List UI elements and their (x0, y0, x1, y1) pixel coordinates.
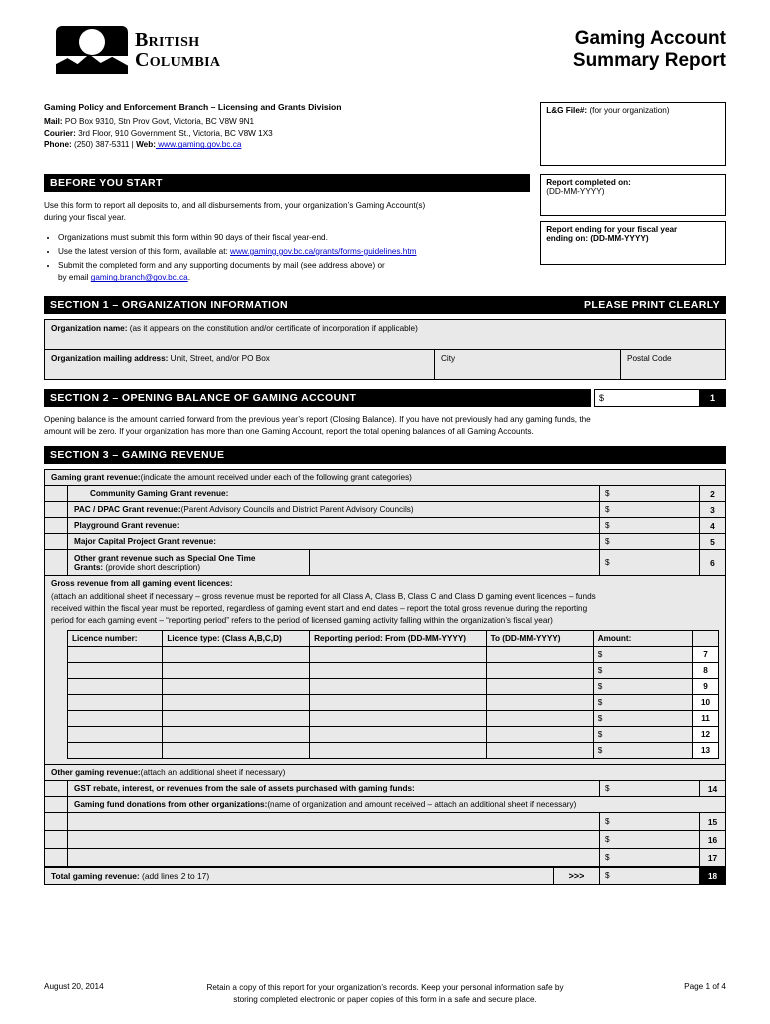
line-number-13: 13 (693, 743, 719, 759)
col-amount: Amount: (593, 631, 692, 647)
line-number-12: 12 (693, 727, 719, 743)
footer-notice-line-2: storing completed electronic or paper copies of this form in a safe and secure place. (233, 995, 537, 1005)
web-link[interactable]: www.gaming.gov.bc.ca (155, 140, 242, 150)
bc-logo (44, 26, 220, 74)
line-number-3: 3 (699, 502, 725, 517)
file-number-column (540, 102, 726, 166)
total-revenue-label-cell (45, 868, 553, 884)
period-from-cell[interactable] (310, 695, 486, 711)
table-row (45, 831, 725, 849)
gst-rebate-amount[interactable] (599, 781, 699, 796)
other-grant-dollar: $ (605, 558, 610, 568)
before-start-column (44, 174, 530, 287)
table-row (68, 647, 719, 663)
licence-type-cell[interactable] (163, 679, 310, 695)
web-label: Web: (136, 140, 156, 150)
grant-row-5-dollar: $ (605, 537, 610, 547)
grant-row-3-label: PAC / DPAC Grant revenue: (74, 505, 181, 515)
total-arrows: >>> (553, 868, 599, 884)
line-number-9: 9 (693, 679, 719, 695)
report-completed-label: Report completed on: (546, 178, 631, 187)
table-row (68, 743, 719, 759)
total-revenue-amount[interactable] (599, 868, 699, 884)
gross-revenue-label: Gross revenue from all gaming event licences: (51, 579, 233, 589)
postal-code-label: Postal Code (627, 353, 672, 363)
report-fiscal-label-2: ending on: (DD-MM-YYYY) (546, 234, 649, 243)
grant-row-4-amount[interactable] (599, 518, 699, 533)
page-title-line-1: Gaming Account (574, 28, 726, 49)
intro-line-2: during your fiscal year. (44, 213, 126, 223)
before-start-row (44, 174, 726, 287)
grant-row-4-dollar: $ (605, 521, 610, 531)
table-row (45, 849, 725, 867)
grant-row-label-5 (67, 534, 599, 549)
forms-guidelines-link[interactable]: www.gaming.gov.bc.ca/grants/forms-guidelines.htm (230, 246, 417, 256)
section-2-bar: SECTION 2 – OPENING BALANCE OF GAMING ACCOUNT (44, 389, 591, 407)
period-to-cell[interactable] (486, 695, 593, 711)
other-revenue-header (45, 765, 725, 780)
period-from-cell[interactable] (310, 663, 486, 679)
other-grant-label (67, 550, 309, 575)
grant-row-2-amount[interactable] (599, 486, 699, 501)
total-revenue-label: Total gaming revenue: (51, 871, 140, 882)
licence-type-cell[interactable] (163, 743, 310, 759)
courier-label: Courier: (44, 128, 76, 138)
line-number-11: 11 (693, 711, 719, 727)
lg-file-field[interactable] (540, 102, 726, 166)
page-header (44, 26, 726, 100)
other-grant-hint: (provide short description) (103, 563, 201, 573)
report-fiscal-field[interactable] (540, 221, 726, 265)
amount-cell[interactable]: $ (593, 663, 692, 679)
before-you-start-bar: BEFORE YOU START (44, 174, 530, 192)
opening-balance-dollar: $ (599, 392, 605, 403)
line-number-6: 6 (699, 550, 725, 575)
table-row (45, 486, 725, 502)
footer-page-number: Page 1 of 4 (684, 982, 726, 992)
licence-number-cell[interactable] (68, 663, 163, 679)
period-from-cell[interactable] (310, 711, 486, 727)
report-dates-column (540, 174, 726, 265)
page-footer (44, 982, 726, 1006)
other-grant-row (45, 550, 725, 576)
line-number-8: 8 (693, 663, 719, 679)
gross-note-line-1: (attach an additional sheet if necessary – gross revenue must be reported for all Class A, Class B, Class C and Class D gaming event licences – funds (51, 592, 596, 602)
period-from-cell[interactable] (310, 647, 486, 663)
logo-line-1: British (135, 29, 200, 51)
col-reporting-period-to: To (DD-MM-YYYY) (486, 631, 593, 647)
donations-hint: (name of organization and amount received – attach an additional sheet if necessary) (267, 800, 577, 810)
amount-cell[interactable]: $ (593, 711, 692, 727)
section-2-note-line-2: amount will be zero. If your organization has more than one Gaming Account, report the total opening balances of all Gaming Accounts. (44, 427, 534, 437)
org-address-field[interactable] (45, 350, 435, 379)
gross-revenue-header-row (45, 576, 725, 765)
grant-revenue-hint: (indicate the amount received under each of the following grant categories) (140, 473, 412, 483)
period-to-cell[interactable] (486, 679, 593, 695)
licence-type-cell[interactable] (163, 695, 310, 711)
grant-revenue-label: Gaming grant revenue: (51, 473, 141, 483)
period-to-cell[interactable] (486, 647, 593, 663)
intro-line-1: Use this form to report all deposits to, and all disbursements from, your organization’s Gaming Account(s) (44, 201, 426, 210)
page-title (573, 26, 726, 73)
gst-rebate-label-cell (67, 781, 599, 796)
org-name-label: Organization name: (51, 323, 128, 333)
org-name-hint: (as it appears on the constitution and/or certificate of incorporation if applicable) (127, 323, 418, 333)
table-row (45, 518, 725, 534)
donations-header (67, 797, 725, 812)
org-address-hint: Unit, Street, and/or PO Box (168, 353, 270, 363)
period-from-cell[interactable] (310, 727, 486, 743)
donation-dollar-15: $ (605, 817, 610, 827)
donation-dollar-16: $ (605, 835, 610, 845)
before-you-start-body (44, 192, 530, 285)
licence-type-cell[interactable] (163, 647, 310, 663)
line-number-15: 15 (699, 813, 725, 830)
org-name-field[interactable] (45, 320, 725, 350)
other-revenue-header-row (45, 765, 725, 781)
period-from-cell[interactable] (310, 743, 486, 759)
gross-revenue-header (45, 576, 725, 588)
bc-logo-icon (56, 26, 128, 74)
licence-number-cell[interactable] (68, 743, 163, 759)
gaming-branch-email-link[interactable]: gaming.branch@gov.bc.ca (90, 273, 188, 283)
gst-rebate-dollar: $ (605, 784, 610, 794)
donations-header-row (45, 797, 725, 813)
amount-cell[interactable]: $ (593, 695, 692, 711)
col-licence-type: Licence type: (Class A,B,C,D) (163, 631, 310, 647)
table-row (68, 679, 719, 695)
top-info-columns (44, 102, 726, 166)
grant-row-3-hint: (Parent Advisory Councils and District Parent Advisory Councils) (180, 505, 414, 515)
donation-amount-16[interactable] (599, 831, 699, 848)
bullet-2: • Use the latest version of this form, available at: www.gaming.gov.bc.ca/grants/forms-guidelines.htm (58, 246, 530, 258)
other-revenue-label: Other gaming revenue: (51, 768, 141, 778)
table-row (68, 727, 719, 743)
period-to-cell[interactable] (486, 663, 593, 679)
grant-row-3-dollar: $ (605, 505, 610, 515)
period-from-cell[interactable] (310, 679, 486, 695)
section-1-address-row (45, 350, 725, 379)
gross-note-line-2: received within the fiscal year must be reported, regardless of gaming event start and end dates – report the total gross revenue during the reporting (51, 604, 588, 614)
donation-amount-15[interactable] (599, 813, 699, 830)
grant-row-4-label: Playground Grant revenue: (74, 521, 180, 531)
line-number-17: 17 (699, 849, 725, 866)
table-row (68, 695, 719, 711)
licence-number-cell[interactable] (68, 647, 163, 663)
postal-code-field[interactable] (621, 350, 725, 379)
licence-table-wrap (67, 630, 719, 759)
section-2-note-line-1: Opening balance is the amount carried forward from the previous year’s report (Closing Balance). If you have not previously had any gaming funds, the (44, 414, 591, 424)
city-field[interactable] (435, 350, 621, 379)
licence-number-cell[interactable] (68, 679, 163, 695)
line-number-4: 4 (699, 518, 725, 533)
gross-revenue-note (45, 588, 725, 630)
amount-cell[interactable]: $ (593, 743, 692, 759)
period-to-cell[interactable] (486, 711, 593, 727)
report-fiscal-label: Report ending for your fiscal year (546, 225, 678, 234)
section-1-title: SECTION 1 – ORGANIZATION INFORMATION (50, 298, 289, 311)
line-number-1: 1 (699, 390, 725, 406)
table-row (45, 502, 725, 518)
report-completed-format: (DD-MM-YYYY) (546, 187, 605, 196)
other-grant-amount[interactable] (599, 550, 699, 575)
footer-notice-line-1: Retain a copy of this report for your organization’s records. Keep your personal information safe by (206, 983, 564, 993)
footer-notice (154, 982, 616, 1006)
city-label: City (441, 353, 456, 363)
gst-rebate-label: GST rebate, interest, or revenues from the sale of assets purchased with gaming funds: (74, 784, 415, 794)
branch-title: Gaming Policy and Enforcement Branch – Licensing and Grants Division (44, 102, 342, 112)
bc-logo-text (135, 30, 220, 70)
line-number-14: 14 (699, 781, 725, 796)
section-3-bar: SECTION 3 – GAMING REVENUE (44, 446, 726, 464)
before-start-bullets (44, 232, 530, 285)
bullet-1: • Organizations must submit this form within 90 days of their fiscal year-end. (58, 232, 530, 244)
donation-entry-field-17[interactable] (67, 849, 599, 866)
branch-info (44, 102, 530, 166)
footer-date: August 20, 2014 (44, 982, 104, 992)
total-revenue-hint: (add lines 2 to 17) (139, 871, 210, 882)
print-clearly-note: PLEASE PRINT CLEARLY (584, 298, 720, 311)
amount-cell[interactable]: $ (593, 679, 692, 695)
donations-label: Gaming fund donations from other organizations: (74, 800, 268, 810)
line-number-18: 18 (699, 868, 725, 884)
phone-label: Phone: (44, 140, 72, 150)
total-revenue-row (45, 867, 725, 884)
org-address-label: Organization mailing address: (51, 353, 169, 363)
other-grant-label-line-2: Grants: (74, 563, 104, 573)
grant-row-3-amount[interactable] (599, 502, 699, 517)
grant-row-5-label: Major Capital Project Grant revenue: (74, 537, 216, 547)
grant-row-2-dollar: $ (605, 489, 610, 499)
total-revenue-dollar: $ (605, 871, 610, 881)
section-3-grid (44, 469, 726, 885)
lg-file-hint: (for your organization) (587, 106, 670, 115)
col-licence-number: Licence number: (68, 631, 163, 647)
donation-amount-17[interactable] (599, 849, 699, 866)
period-to-cell[interactable] (486, 727, 593, 743)
line-number-2: 2 (699, 486, 725, 501)
licence-table-header-row (68, 631, 719, 647)
table-row (68, 663, 719, 679)
donation-entry-field-15[interactable] (67, 813, 599, 830)
other-revenue-hint: (attach an additional sheet if necessary) (140, 768, 286, 778)
licence-type-cell[interactable] (163, 727, 310, 743)
section-2-note (44, 414, 726, 439)
licence-number-cell[interactable] (68, 711, 163, 727)
donation-dollar-17: $ (605, 853, 610, 863)
bullet-3: • Submit the completed form and any supporting documents by mail (see address above) or by email gaming.branch@gov.bc.ca. (58, 260, 530, 285)
licence-number-cell[interactable] (68, 727, 163, 743)
table-row (45, 781, 725, 797)
period-to-cell[interactable] (486, 743, 593, 759)
col-line-number (693, 631, 719, 647)
table-row (45, 534, 725, 550)
grant-row-5-amount[interactable] (599, 534, 699, 549)
other-grant-label-line-1: Other grant revenue such as Special One Time (74, 554, 256, 564)
bullet-3-text: Submit the completed form and any supporting documents by mail (see address above) or (58, 261, 385, 271)
table-row (68, 711, 719, 727)
grant-row-label-2 (67, 486, 599, 501)
section-1-table (44, 319, 726, 380)
line-number-5: 5 (699, 534, 725, 549)
section-2-row (44, 389, 726, 407)
licence-type-cell[interactable] (163, 663, 310, 679)
grant-revenue-header (45, 470, 725, 485)
table-row (45, 813, 725, 831)
mail-value: PO Box 9310, Stn Prov Govt, Victoria, BC V8W 9N1 (62, 117, 255, 126)
line-number-7: 7 (693, 647, 719, 663)
licence-type-cell[interactable] (163, 711, 310, 727)
amount-cell[interactable]: $ (593, 727, 692, 743)
branch-address (44, 116, 530, 151)
logo-line-2: Columbia (135, 49, 221, 71)
lg-file-label: L&G File#: (546, 106, 588, 115)
licence-number-cell[interactable] (68, 695, 163, 711)
report-completed-field[interactable] (540, 174, 726, 216)
licence-table (67, 630, 719, 759)
section-1-bar (44, 296, 726, 314)
line-number-10: 10 (693, 695, 719, 711)
col-reporting-period-from: Reporting period: From (DD-MM-YYYY) (310, 631, 486, 647)
grant-row-label-4 (67, 518, 599, 533)
grant-row-2-label: Community Gaming Grant revenue: (90, 489, 229, 499)
amount-cell[interactable]: $ (593, 647, 692, 663)
grant-revenue-header-row (45, 470, 725, 486)
grant-row-label-3 (67, 502, 599, 517)
line-number-16: 16 (699, 831, 725, 848)
donation-entry-field-16[interactable] (67, 831, 599, 848)
other-grant-description-field[interactable] (309, 550, 599, 575)
opening-balance-amount-field[interactable] (594, 389, 726, 407)
mail-label: Mail: (44, 117, 63, 126)
page-title-line-2: Summary Report (572, 50, 726, 72)
courier-value: 3rd Floor, 910 Government St., Victoria, BC V8W 1X3 (75, 128, 273, 138)
phone-value: (250) 387-5311 | (71, 140, 137, 150)
gross-note-line-3: period for each gaming event – “reporting period” refers to the period of licensed gaming activity falling within the organization’s fiscal year) (51, 616, 553, 626)
